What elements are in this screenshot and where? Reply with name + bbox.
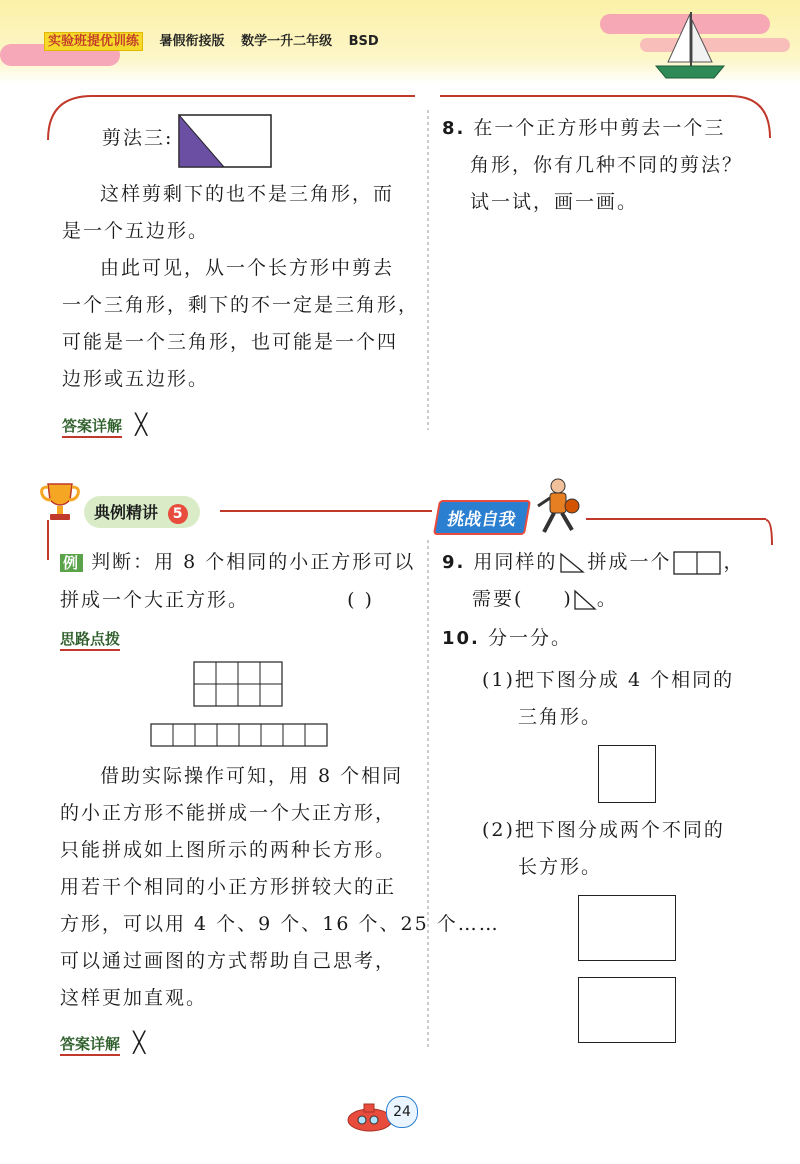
page-number: 24 — [386, 1096, 418, 1128]
question-10 — [442, 620, 572, 657]
answer-detail-label: 答案详解 — [60, 1035, 120, 1056]
text-line: 判断：用 8 个相同的小正方形可以 — [91, 551, 416, 573]
text-line: 在一个正方形中剪去一个三 — [473, 117, 726, 139]
text-line: 只能拼成如上图所示的两种长方形。 — [60, 839, 397, 861]
text-line: 方形，可以用 4 个、9 个、16 个、25 个…… — [60, 913, 500, 935]
text-line: 边形或五边形。 — [62, 368, 210, 390]
text-line: 这样更加直观。 — [60, 987, 208, 1009]
text-line: 拼成一个大正方形。 — [60, 589, 250, 611]
text-line: 分一分。 — [487, 627, 572, 649]
section-badge-number: 5 — [168, 504, 188, 524]
answer-detail-label: 答案详解 — [62, 417, 122, 438]
text-line: (2)把下图分成两个不同的 — [482, 819, 725, 841]
text-line: 一个三角形，剩下的不一定是三角形， — [62, 294, 420, 316]
answer-paren: ( ) — [347, 589, 374, 611]
hint-label: 思路点拨 — [60, 630, 120, 651]
text-fragment: ) — [563, 588, 573, 610]
example-question — [60, 544, 415, 619]
text-line: 可以通过画图的方式帮助自己思考， — [60, 950, 397, 972]
text-line: 三角形。 — [518, 706, 603, 728]
grid-8x1-figure — [150, 723, 328, 747]
small-triangle-figure — [559, 552, 585, 574]
grid-4x2-figure — [193, 661, 283, 707]
q10-part-2 — [482, 812, 725, 886]
question-9 — [442, 544, 744, 618]
header-brand: 实验班提优训练 — [44, 32, 143, 51]
square-figure[interactable] — [598, 745, 656, 803]
hint-row — [60, 628, 120, 649]
rectangle-figure-1[interactable] — [578, 895, 676, 961]
text-line: 借助实际操作可知，用 8 个相同 — [100, 765, 404, 787]
header-edition: 暑假衔接版 — [159, 34, 225, 49]
section-badge-label: 典例精讲 — [94, 503, 159, 522]
text-line: 这样剪剩下的也不是三角形，而 — [100, 183, 395, 205]
answer-mark: ╳ — [135, 412, 148, 436]
question-number: 10. — [442, 628, 480, 649]
text-line: (1)把下图分成 4 个相同的 — [482, 669, 735, 691]
small-triangle-figure — [573, 589, 597, 611]
text-fragment: 用同样的 — [473, 551, 558, 573]
header-version: BSD — [348, 34, 379, 49]
text-line: 角形，你有几种不同的剪法？ — [470, 154, 744, 176]
answer-mark: ╳ — [133, 1030, 146, 1054]
example-tag: 例 — [60, 554, 83, 572]
text-fragment: 。 — [596, 588, 618, 610]
answer-row-bottom — [60, 1030, 145, 1054]
text-line: 是一个五边形。 — [62, 220, 210, 242]
challenge-title: 挑战自我 — [433, 500, 531, 535]
two-square-figure — [673, 551, 721, 575]
rectangle-figure-2[interactable] — [578, 977, 676, 1043]
text-line: 的小正方形不能拼成一个大正方形， — [60, 802, 397, 824]
method-label: 剪法三: — [102, 127, 174, 149]
q10-part-1 — [482, 662, 734, 736]
question-number: 8. — [442, 118, 466, 139]
text-fragment: ， — [723, 551, 745, 573]
text-fragment: 需要( — [472, 588, 524, 610]
text-line: 用若干个相同的小正方形拼较大的正 — [60, 876, 397, 898]
example-explanation — [60, 758, 500, 1017]
text-line: 由此可见，从一个长方形中剪去 — [100, 257, 395, 279]
text-line: 试一试，画一画。 — [470, 191, 639, 213]
text-line: 可能是一个三角形，也可能是一个四 — [62, 331, 399, 353]
header-subject: 数学一升二年级 — [241, 34, 333, 49]
text-fragment: 拼成一个 — [587, 551, 672, 573]
question-number: 9. — [442, 552, 466, 573]
text-line: 长方形。 — [518, 856, 603, 878]
